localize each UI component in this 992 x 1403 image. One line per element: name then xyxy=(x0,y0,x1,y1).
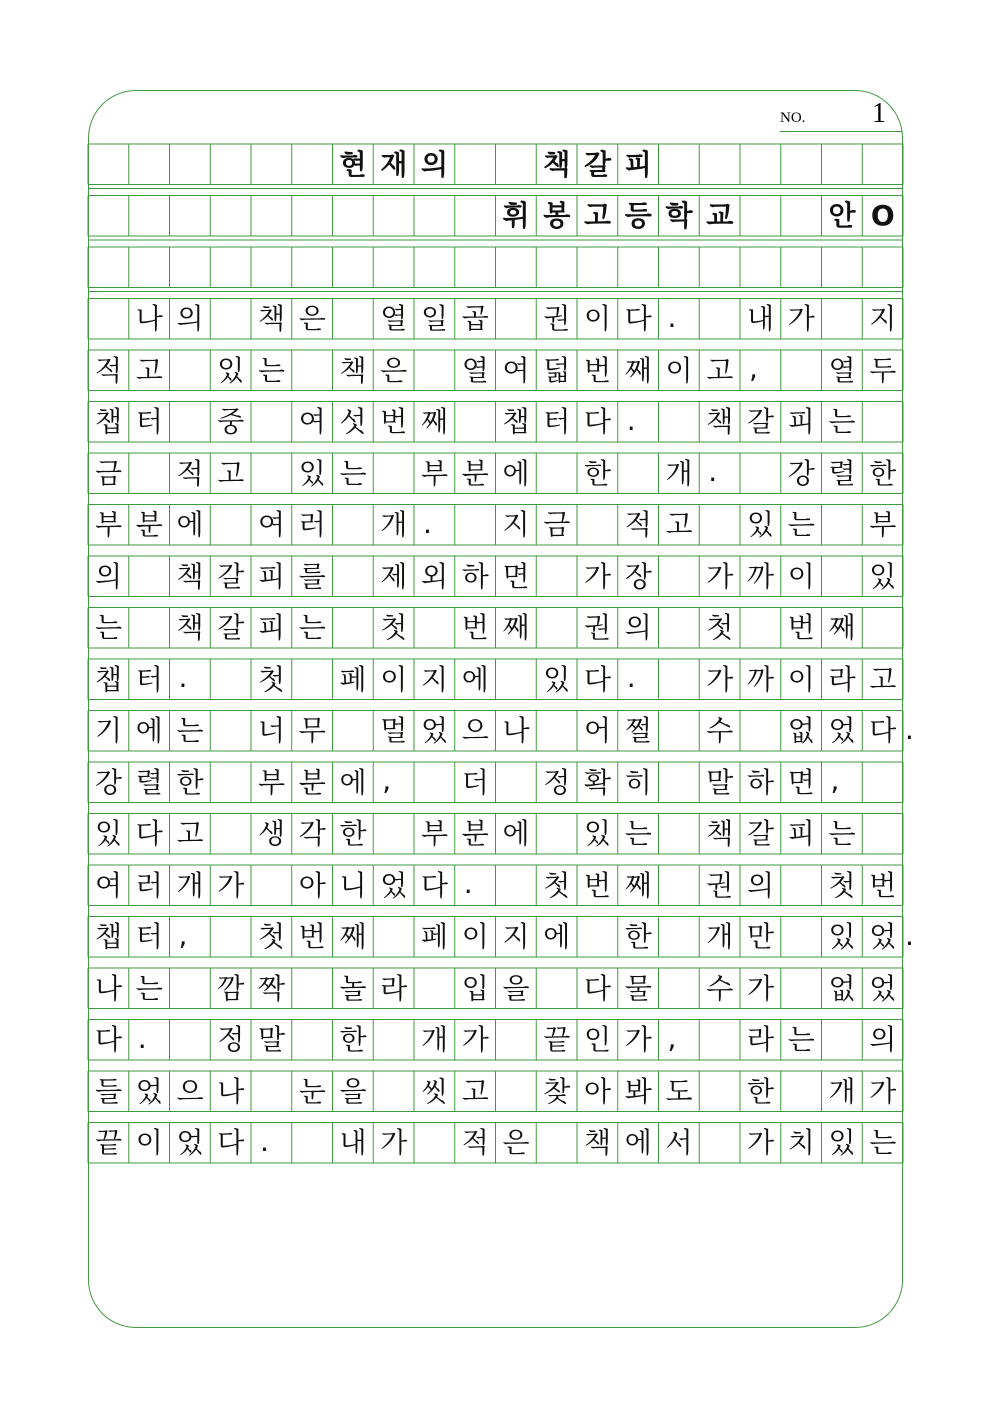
grid-char: 었 xyxy=(420,714,449,747)
grid-char: . xyxy=(708,455,718,488)
grid-char: 가 xyxy=(746,1126,775,1159)
grid-char: 다 xyxy=(583,662,612,696)
grid-char: 터 xyxy=(135,662,163,696)
grid-char: 다 xyxy=(217,1126,245,1159)
grid-char: 다 xyxy=(869,714,897,747)
grid-char: 에 xyxy=(339,765,367,799)
grid-char: 정 xyxy=(543,765,571,799)
grid-char: 하 xyxy=(461,559,489,593)
grid-char: 쩔 xyxy=(624,714,652,747)
grid-char: 의 xyxy=(420,147,449,181)
grid-char: 에 xyxy=(543,920,571,953)
grid-char: 있 xyxy=(583,817,612,850)
grid-char: 번 xyxy=(298,920,326,953)
grid-char: 개 xyxy=(380,508,408,541)
grid-char: 에 xyxy=(624,1126,652,1159)
grid-char: 지 xyxy=(869,302,897,335)
grid-char: 었 xyxy=(869,920,897,953)
grid-char: 여 xyxy=(502,353,530,387)
grid-char: 끝 xyxy=(543,1023,571,1056)
grid-char: 는 xyxy=(828,405,856,438)
grid-char: 는 xyxy=(176,714,204,747)
grid-char: 더 xyxy=(461,765,489,799)
grid-char: 아 xyxy=(583,1074,612,1108)
grid-char: 깜 xyxy=(217,971,245,1005)
grid-char: 책 xyxy=(339,353,367,387)
grid-char: 째 xyxy=(624,353,652,387)
grid-char: 이 xyxy=(380,662,408,696)
grid-char: 페 xyxy=(339,662,367,696)
grid-char: 번 xyxy=(583,868,612,902)
grid-char: 나 xyxy=(217,1074,245,1108)
grid-char: 고 xyxy=(217,456,245,490)
grid-char: 니 xyxy=(339,868,367,902)
grid-char: 중 xyxy=(217,405,245,438)
grid-char: , xyxy=(830,764,840,797)
grid-char: 지 xyxy=(420,662,449,696)
grid-char: 의 xyxy=(746,868,775,902)
grid-char: 갈 xyxy=(746,817,775,850)
grid-char: 첫 xyxy=(257,920,286,953)
grid-char: 있 xyxy=(828,1126,856,1159)
grid-char: 일 xyxy=(420,302,449,335)
grid-char: 금 xyxy=(543,508,571,541)
grid-char: 나 xyxy=(135,302,163,335)
grid-char: 여 xyxy=(257,508,286,541)
grid-char: 의 xyxy=(869,1023,897,1056)
grid-char: 책 xyxy=(176,559,204,593)
grid-char: 도 xyxy=(665,1074,693,1108)
grid-char: 멀 xyxy=(380,714,408,747)
grid-char: 한 xyxy=(624,920,652,953)
grid-char: 열 xyxy=(380,302,408,335)
grid-char: 생 xyxy=(257,817,286,850)
grid-char: 너 xyxy=(257,714,286,747)
grid-char: 여 xyxy=(298,405,326,438)
grid-char: 는 xyxy=(828,817,856,850)
grid-char: 강 xyxy=(94,765,123,799)
grid-char: 분 xyxy=(135,508,163,541)
grid-char: 가 xyxy=(746,971,775,1005)
grid-char: . xyxy=(626,661,636,694)
grid-char: 끝 xyxy=(94,1126,123,1159)
grid-char: 만 xyxy=(746,920,775,953)
grid-char: 입 xyxy=(461,971,489,1005)
grid-char: 적 xyxy=(461,1126,489,1159)
grid-char: 째 xyxy=(339,920,367,953)
grid-char: 말 xyxy=(706,765,734,799)
grid-char: 가 xyxy=(461,1023,489,1056)
grid-char: 한 xyxy=(583,456,612,490)
grid-char: 찾 xyxy=(543,1074,571,1108)
grid-char: 는 xyxy=(787,508,815,541)
grid-char: 수 xyxy=(706,971,734,1005)
grid-char: 러 xyxy=(298,508,326,541)
grid-char: 있 xyxy=(828,920,856,953)
grid-char: 째 xyxy=(828,611,856,644)
grid-char: 는 xyxy=(339,456,367,490)
grid-char: 렬 xyxy=(135,765,163,799)
grid-char: 없 xyxy=(828,971,856,1005)
grid-char: 책 xyxy=(706,405,734,438)
grid-char: 챕 xyxy=(94,405,123,438)
grid-char: 권 xyxy=(583,611,612,644)
grid-char: . xyxy=(137,1021,147,1055)
grid-char: 에 xyxy=(176,508,204,541)
grid-char: 다 xyxy=(94,1023,123,1056)
grid-char: 고 xyxy=(583,199,612,232)
grid-char: 열 xyxy=(828,353,856,387)
grid-char: . xyxy=(463,867,473,900)
grid-char: 었 xyxy=(135,1074,163,1108)
grid-char: 기 xyxy=(94,714,123,747)
grid-char: 가 xyxy=(787,302,815,335)
grid-char: 의 xyxy=(176,302,204,335)
grid-char: 한 xyxy=(339,817,367,850)
grid-char: 책 xyxy=(176,611,204,644)
grid-char: 다 xyxy=(420,868,449,902)
grid-char: 교 xyxy=(706,199,734,232)
grid-char: 책 xyxy=(583,1126,612,1159)
grid-char: 수 xyxy=(706,714,734,747)
grid-char: 개 xyxy=(828,1074,856,1108)
grid-char: 각 xyxy=(298,817,326,850)
grid-char: 등 xyxy=(624,199,652,232)
grid-char: , xyxy=(667,1021,677,1055)
grid-char: 었 xyxy=(380,868,408,902)
grid-char: 여 xyxy=(94,868,123,902)
grid-char: 다 xyxy=(135,817,163,850)
grid-char: 부 xyxy=(94,508,123,541)
grid-char: 부 xyxy=(420,817,449,850)
grid-char: 에 xyxy=(502,817,530,850)
grid-char: 다 xyxy=(624,302,652,335)
grid-char: 확 xyxy=(583,765,612,799)
grid-char: 고 xyxy=(461,1074,489,1108)
grid-char: 내 xyxy=(339,1126,367,1159)
grid-char: 씻 xyxy=(420,1074,449,1108)
grid-char: 는 xyxy=(94,611,123,644)
grid-char: 피 xyxy=(257,559,286,593)
grid-char: 이 xyxy=(583,302,612,335)
overflow-punctuation: . xyxy=(905,712,914,746)
grid-char: 곱 xyxy=(461,302,489,335)
grid-char: 물 xyxy=(624,971,652,1005)
grid-char: 까 xyxy=(746,559,775,593)
grid-char: 책 xyxy=(543,147,571,181)
grid-char: 는 xyxy=(869,1126,897,1159)
grid-char: 아 xyxy=(298,868,326,902)
grid-char: 개 xyxy=(665,456,693,490)
grid-char: 권 xyxy=(706,868,734,902)
grid-char: 학 xyxy=(665,199,693,232)
page-number-label: NO. xyxy=(780,110,806,126)
grid-char: 을 xyxy=(339,1074,367,1108)
grid-char: 첫 xyxy=(828,868,856,902)
grid-char: 갈 xyxy=(217,559,245,593)
grid-char: 인 xyxy=(583,1023,612,1056)
grid-char: 고 xyxy=(869,662,897,696)
grid-char: 챕 xyxy=(94,920,123,953)
grid-char: 이 xyxy=(787,662,815,696)
grid-char: 금 xyxy=(94,456,123,490)
grid-char: 있 xyxy=(869,559,897,593)
grid-char: 었 xyxy=(869,971,897,1005)
grid-char: 페 xyxy=(420,920,449,953)
grid-char: 는 xyxy=(787,1023,815,1056)
grid-char: 서 xyxy=(665,1126,693,1159)
grid-char: 안 xyxy=(828,199,856,232)
grid-char: 이 xyxy=(665,353,693,387)
grid-char: 피 xyxy=(257,611,286,644)
grid-char: 분 xyxy=(461,817,489,850)
grid-char: 두 xyxy=(869,353,897,387)
grid-char: 는 xyxy=(135,971,163,1005)
grid-char: 는 xyxy=(298,611,326,644)
grid-char: 적 xyxy=(94,353,123,387)
grid-char: 봐 xyxy=(624,1074,652,1108)
grid-char: 외 xyxy=(420,559,449,593)
grid-char: 한 xyxy=(869,456,897,490)
grid-char: 챕 xyxy=(502,405,530,438)
grid-char: 강 xyxy=(787,456,815,490)
grid-char: 피 xyxy=(787,817,815,850)
grid-char: 번 xyxy=(380,405,408,438)
grid-char: 현 xyxy=(339,147,367,181)
grid-char: O xyxy=(870,199,895,232)
grid-char: 지 xyxy=(502,508,530,541)
grid-char: 무 xyxy=(298,714,326,747)
grid-char: 이 xyxy=(135,1126,163,1159)
grid-char: 휘 xyxy=(502,199,530,232)
grid-char: 까 xyxy=(746,662,775,696)
grid-char: 은 xyxy=(298,302,326,335)
grid-char: 열 xyxy=(461,353,489,387)
grid-char: 가 xyxy=(624,1023,652,1056)
grid-char: 부 xyxy=(869,508,897,541)
grid-char: 렬 xyxy=(828,456,856,490)
grid-char: 한 xyxy=(176,765,204,799)
grid-char: 터 xyxy=(543,405,571,438)
grid-char: 고 xyxy=(665,508,693,541)
grid-char: 다 xyxy=(583,405,612,438)
grid-char: 짝 xyxy=(257,971,286,1005)
grid-char: 다 xyxy=(583,971,612,1005)
grid-char: 번 xyxy=(583,353,612,387)
grid-char: 히 xyxy=(624,765,652,799)
grid-char: 부 xyxy=(420,456,449,490)
grid-char: 한 xyxy=(339,1023,367,1056)
grid-char: 있 xyxy=(746,508,775,541)
grid-char: 갈 xyxy=(583,147,612,181)
grid-char: 갈 xyxy=(217,611,245,644)
grid-char: 개 xyxy=(176,868,204,902)
grid-char: 덟 xyxy=(543,353,571,387)
grid-char: , xyxy=(178,918,188,952)
grid-char: 정 xyxy=(217,1023,245,1056)
grid-char: . xyxy=(667,300,677,334)
grid-char: 권 xyxy=(543,302,571,335)
grid-char: 의 xyxy=(624,611,652,644)
grid-char: 한 xyxy=(746,1074,775,1108)
grid-char: 을 xyxy=(502,971,530,1005)
grid-char: 에 xyxy=(461,662,489,696)
grid-char: 나 xyxy=(502,714,530,747)
grid-char: 가 xyxy=(583,559,612,593)
grid-char: 나 xyxy=(94,971,123,1005)
grid-char: 째 xyxy=(624,868,652,902)
grid-char: 번 xyxy=(787,611,815,644)
grid-char: 첫 xyxy=(543,868,571,902)
grid-char: 가 xyxy=(706,662,734,696)
grid-char: 이 xyxy=(461,920,489,953)
grid-char: 섯 xyxy=(339,405,367,438)
grid-char: 첫 xyxy=(380,611,408,644)
grid-char: , xyxy=(749,352,758,385)
grid-char: 분 xyxy=(298,765,326,799)
grid-char: . xyxy=(423,506,432,540)
grid-char: 고 xyxy=(135,353,163,387)
grid-char: 갈 xyxy=(746,405,775,438)
grid-char: 없 xyxy=(787,714,815,747)
grid-char: 있 xyxy=(298,456,326,490)
grid-char: 가 xyxy=(380,1126,408,1159)
grid-char: 적 xyxy=(176,456,204,490)
grid-char: 있 xyxy=(94,817,123,850)
grid-char: 치 xyxy=(787,1126,815,1159)
grid-char: 었 xyxy=(828,714,856,747)
grid-char: 째 xyxy=(420,405,449,438)
grid-char: 들 xyxy=(94,1074,123,1108)
grid-char: 은 xyxy=(380,353,408,387)
grid-char: 제 xyxy=(380,559,408,593)
grid-char: 는 xyxy=(624,817,652,850)
grid-char: 있 xyxy=(217,353,245,387)
grid-char: . xyxy=(260,1124,269,1158)
grid-char: 부 xyxy=(257,765,286,799)
grid-char: 분 xyxy=(461,456,489,490)
grid-char: 의 xyxy=(94,559,123,593)
grid-char: 가 xyxy=(706,559,734,593)
grid-char: 책 xyxy=(706,817,734,850)
grid-char: 으 xyxy=(461,714,489,747)
grid-char: 고 xyxy=(176,817,204,850)
grid-char: 재 xyxy=(380,147,408,181)
grid-char: 말 xyxy=(257,1023,286,1056)
grid-char: 가 xyxy=(217,868,245,902)
grid-char: 번 xyxy=(869,868,897,902)
grid-char: 하 xyxy=(746,765,775,799)
grid-char: 지 xyxy=(502,920,530,953)
grid-char: 에 xyxy=(502,456,530,490)
grid-char: 장 xyxy=(624,559,652,593)
grid-char: , xyxy=(382,764,392,797)
page-number: 1 xyxy=(872,98,886,129)
grid-char: 어 xyxy=(583,714,612,747)
grid-char: 책 xyxy=(257,302,286,335)
grid-char: 첫 xyxy=(706,611,734,644)
grid-char: 피 xyxy=(624,147,652,181)
grid-char: 에 xyxy=(135,714,163,747)
grid-char: 를 xyxy=(298,559,326,593)
grid-char: . xyxy=(626,403,636,437)
grid-char: 터 xyxy=(135,405,163,438)
grid-char: 면 xyxy=(787,765,815,799)
grid-char: 가 xyxy=(869,1074,897,1108)
grid-char: 터 xyxy=(135,920,163,953)
grid-char: 내 xyxy=(746,302,775,335)
grid-char: 라 xyxy=(828,662,856,696)
grid-char: 첫 xyxy=(257,662,286,696)
grid-char: 은 xyxy=(502,1126,530,1159)
grid-char: 면 xyxy=(502,559,530,593)
grid-char: 이 xyxy=(787,559,815,593)
grid-char: 놀 xyxy=(339,971,367,1005)
grid-char: 피 xyxy=(787,405,815,438)
grid-char: 있 xyxy=(543,662,571,696)
grid-char: 라 xyxy=(746,1023,775,1056)
grid-char: 라 xyxy=(380,971,408,1005)
grid-char: 째 xyxy=(502,611,530,644)
grid-char: . xyxy=(178,661,188,694)
grid-char: 었 xyxy=(176,1126,204,1159)
grid-char: 는 xyxy=(257,353,286,387)
grid-char: 고 xyxy=(706,353,734,387)
grid-char: 봉 xyxy=(543,199,571,232)
grid-char: 으 xyxy=(176,1074,204,1108)
grid-char: 눈 xyxy=(298,1074,326,1108)
grid-char: 러 xyxy=(135,868,163,902)
grid-char: 적 xyxy=(624,508,652,541)
grid-char: 개 xyxy=(420,1023,449,1056)
grid-char: 챕 xyxy=(94,662,123,696)
overflow-punctuation: . xyxy=(905,918,914,952)
grid-char: 개 xyxy=(706,920,734,953)
grid-char: 번 xyxy=(461,611,489,644)
